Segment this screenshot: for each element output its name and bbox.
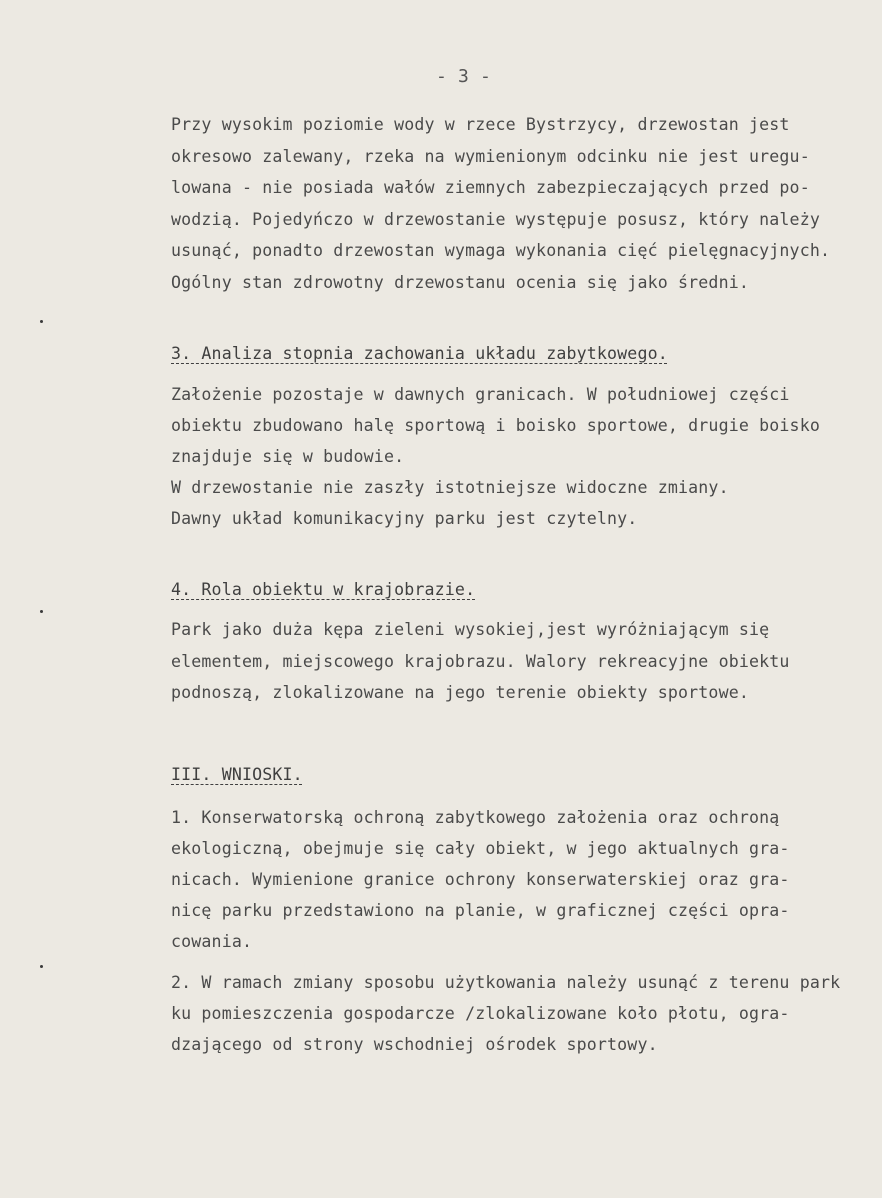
paragraph-line: wodzią. Pojedyńczo w drzewostanie występuje posusz, który należy — [171, 210, 820, 229]
list-item-line: ku pomieszczenia gospodarcze /zlokalizowane koło płotu, ogra- — [171, 1004, 790, 1023]
paragraph-line: Dawny układ komunikacyjny parku jest czytelny. — [171, 509, 638, 528]
paragraph-line: lowana - nie posiada wałów ziemnych zabezpieczających przed po- — [171, 178, 810, 197]
paragraph-line: Ogólny stan zdrowotny drzewostanu ocenia się jako średni. — [171, 273, 749, 292]
list-item-line: nicach. Wymienione granice ochrony konserwaterskiej oraz gra- — [171, 870, 790, 889]
paragraph-line: elementem, miejscowego krajobrazu. Walory rekreacyjne obiektu — [171, 652, 790, 671]
list-item-line: cowania. — [171, 932, 253, 951]
paragraph-line: Przy wysokim poziomie wody w rzece Bystrzycy, drzewostan jest — [171, 115, 790, 134]
section-heading: 3. Analiza stopnia zachowania układu zabytkowego. — [171, 344, 668, 363]
binder-hole — [40, 320, 43, 323]
list-item-line: ekologiczną, obejmuje się cały obiekt, w jego aktualnych gra- — [171, 839, 790, 858]
list-item-line: nicę parku przedstawiono na planie, w graficznej części opra- — [171, 901, 790, 920]
paragraph-line: Założenie pozostaje w dawnych granicach. W południowej części — [171, 385, 790, 404]
list-item-line: 1. Konserwatorską ochroną zabytkowego założenia oraz ochroną — [171, 808, 780, 827]
section-heading: III. WNIOSKI. — [171, 765, 303, 784]
paragraph-line: podnoszą, zlokalizowane na jego terenie obiekty sportowe. — [171, 683, 749, 702]
paragraph-line: W drzewostanie nie zaszły istotniejsze widoczne zmiany. — [171, 478, 729, 497]
paragraph-line: Park jako duża kępa zieleni wysokiej,jest wyróżniającym się — [171, 620, 770, 639]
binder-hole — [40, 965, 43, 968]
paragraph-line: znajduje się w budowie. — [171, 447, 405, 466]
paragraph-line: okresowo zalewany, rzeka na wymienionym odcinku nie jest uregu- — [171, 147, 810, 166]
paragraph-line: obiektu zbudowano halę sportową i boisko sportowe, drugie boisko — [171, 416, 820, 435]
binder-hole — [40, 610, 43, 613]
paragraph-line: usunąć, ponadto drzewostan wymaga wykonania cięć pielęgnacyjnych. — [171, 241, 831, 260]
list-item-line: 2. W ramach zmiany sposobu użytkowania należy usunąć z terenu park — [171, 973, 841, 992]
list-item-line: dzającego od strony wschodniej ośrodek sportowy. — [171, 1035, 658, 1054]
section-heading: 4. Rola obiektu w krajobrazie. — [171, 580, 476, 599]
page-number: - 3 - — [436, 66, 491, 87]
